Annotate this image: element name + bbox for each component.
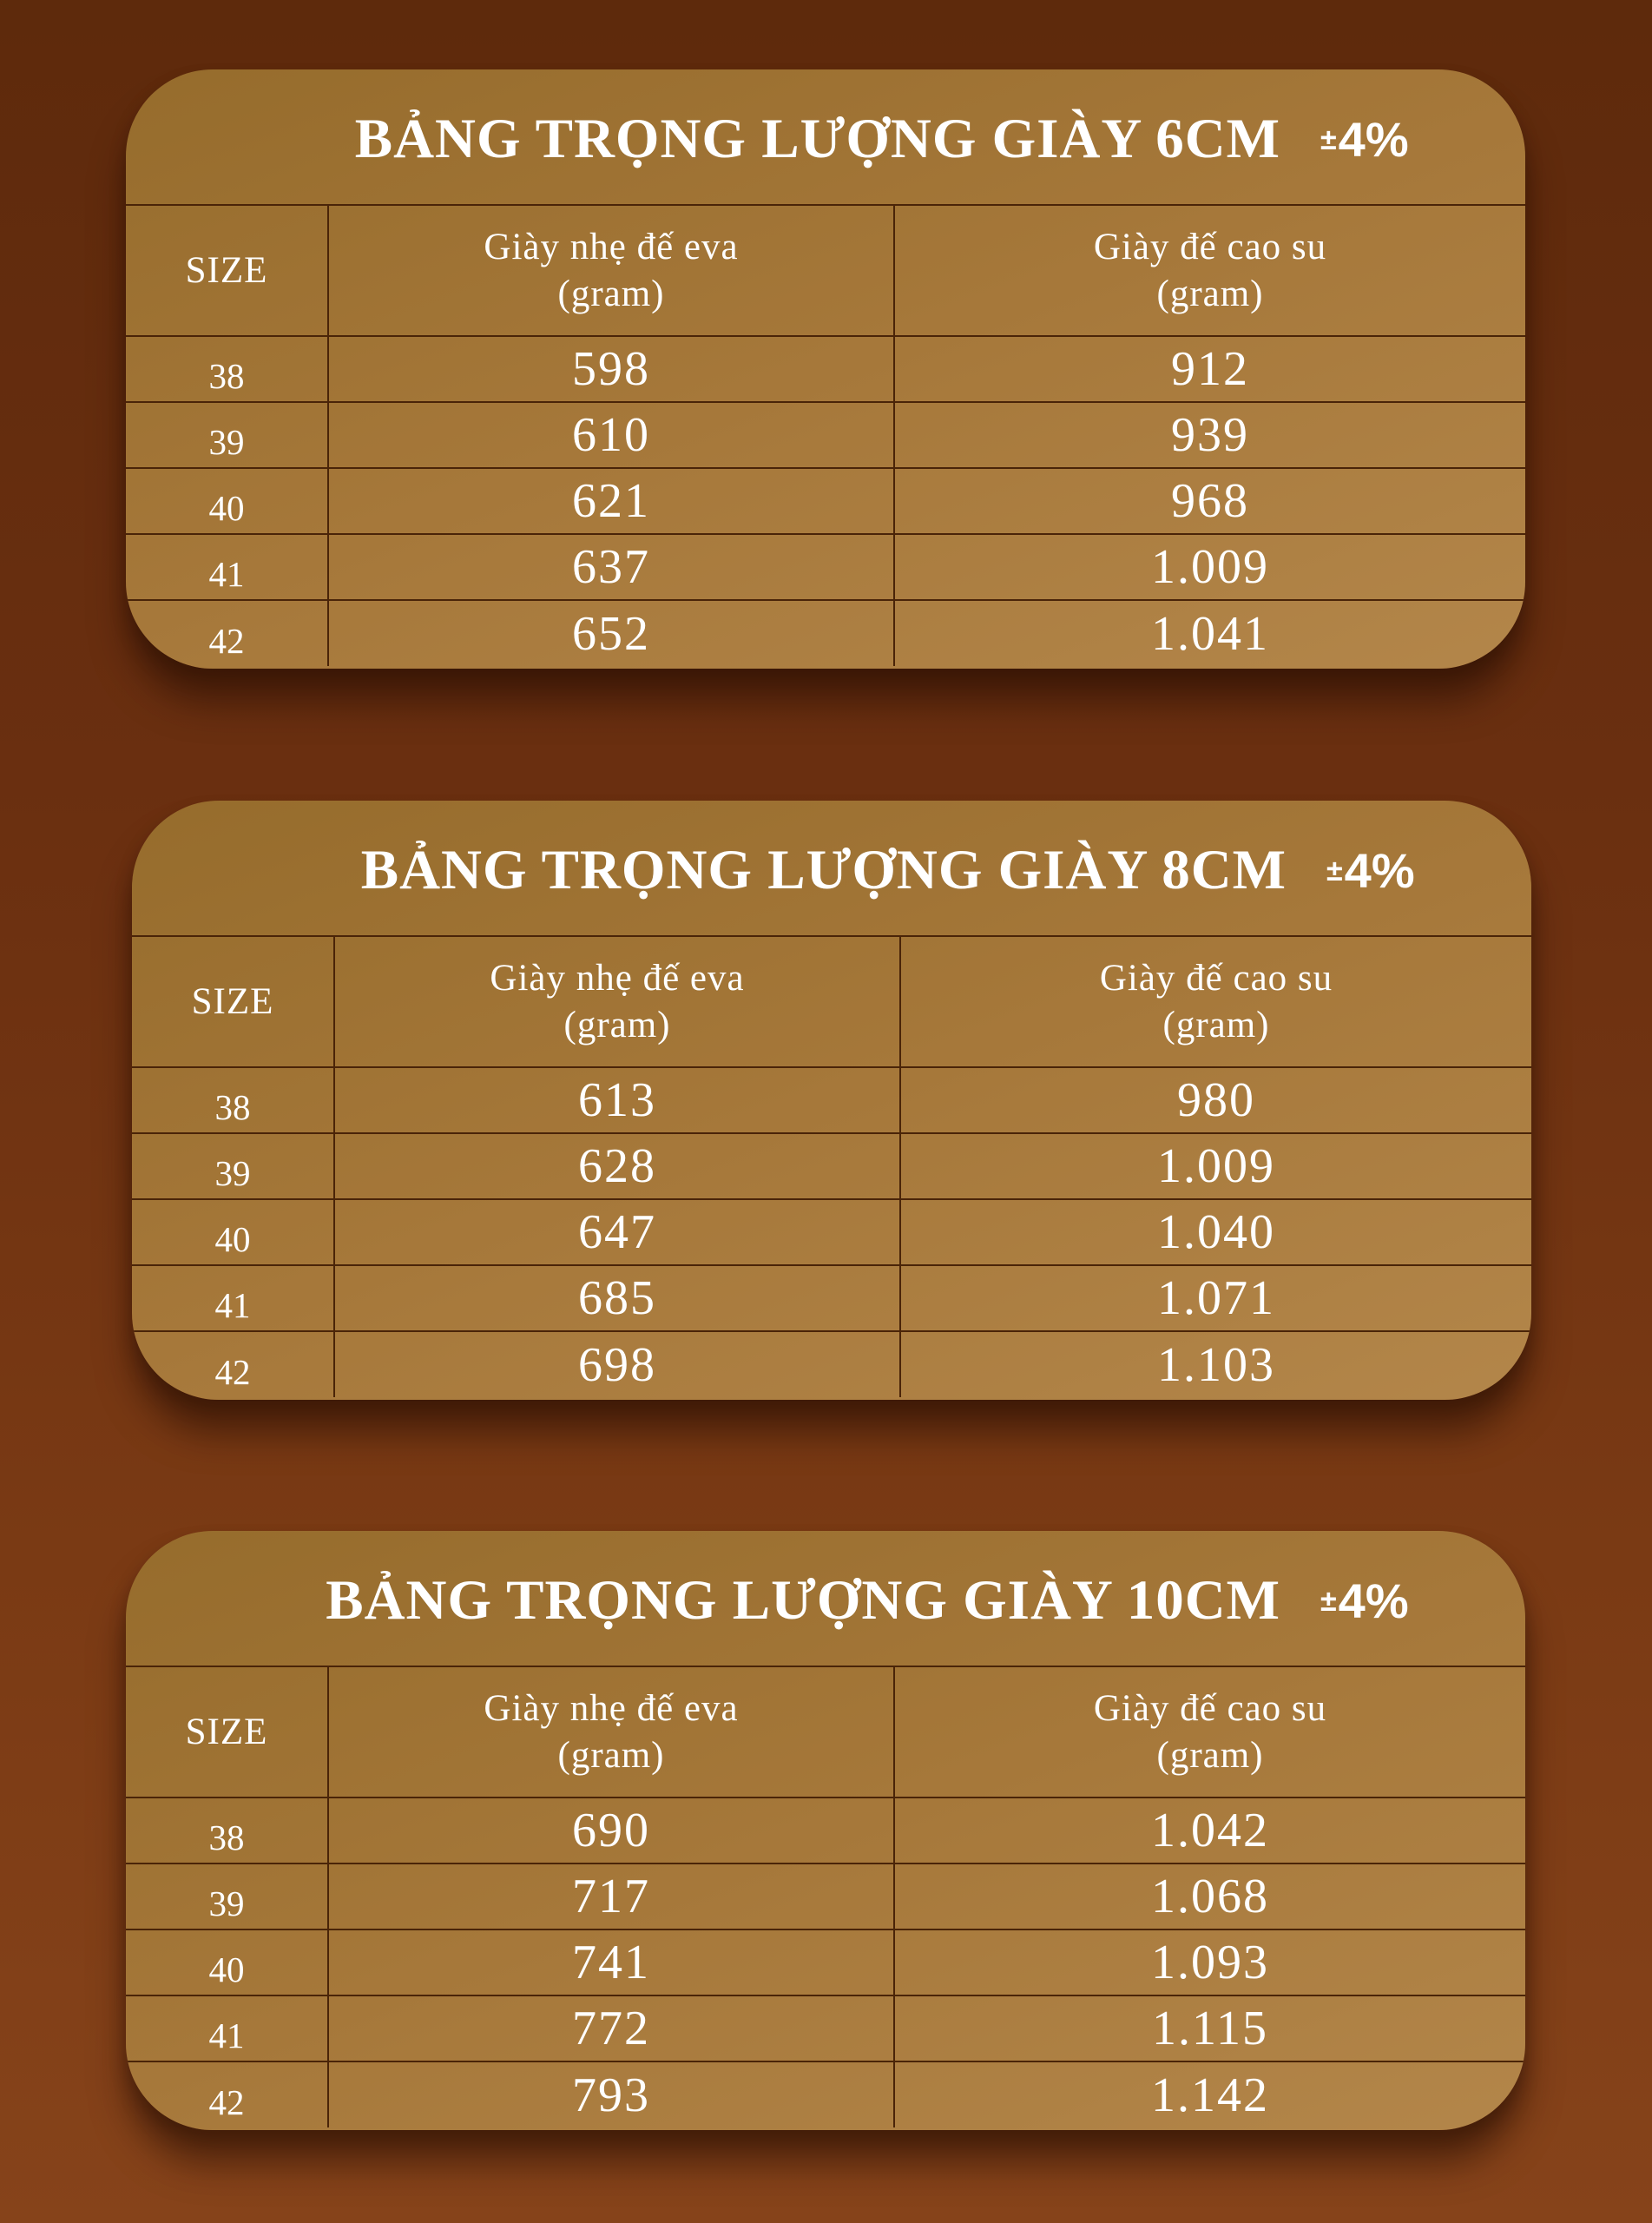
rubber-weight-cell: 968 (894, 468, 1525, 534)
table-header-row (132, 937, 1531, 1067)
table-header-row (126, 206, 1525, 336)
table-row (132, 1133, 1531, 1199)
rubber-weight-cell: 1.115 (894, 1995, 1525, 2061)
table-title-bar (132, 801, 1531, 937)
table-row (126, 1798, 1525, 1863)
size-cell: 38 (208, 356, 245, 396)
size-cell: 42 (214, 1351, 251, 1392)
table-title: BẢNG TRỌNG LƯỢNG GIÀY 8CM (360, 839, 1287, 901)
size-cell: 41 (214, 1285, 251, 1325)
size-cell: 40 (208, 488, 245, 528)
rubber-weight-cell: 1.009 (894, 534, 1525, 600)
header-eva: Giày nhẹ đế eva (gram) (328, 1667, 894, 1798)
tolerance-value: 4% (1344, 843, 1415, 898)
rubber-weight-cell: 912 (894, 336, 1525, 402)
rubber-weight-cell: 1.071 (900, 1265, 1531, 1331)
table-row (126, 402, 1525, 468)
table-row (126, 1929, 1525, 1995)
eva-weight-cell: 717 (328, 1863, 894, 1929)
header-eva: Giày nhẹ đế eva (gram) (334, 937, 900, 1067)
table-row (132, 1199, 1531, 1265)
tolerance-label (1320, 111, 1409, 175)
size-cell: 38 (208, 1817, 245, 1857)
tolerance-value: 4% (1338, 112, 1409, 167)
eva-weight-cell: 690 (328, 1798, 894, 1863)
header-rubber: Giày đế cao su (gram) (894, 206, 1525, 336)
eva-weight-cell: 685 (334, 1265, 900, 1331)
header-size: SIZE (126, 206, 328, 336)
size-cell: 39 (214, 1153, 251, 1193)
eva-weight-cell: 772 (328, 1995, 894, 2061)
table-row (126, 468, 1525, 534)
plus-minus-sign: ± (1320, 1585, 1337, 1618)
table-title: BẢNG TRỌNG LƯỢNG GIÀY 6CM (354, 108, 1280, 170)
eva-weight-cell: 647 (334, 1199, 900, 1265)
plus-minus-sign: ± (1326, 854, 1343, 887)
table-row (126, 2061, 1525, 2127)
size-cell: 41 (208, 2015, 245, 2055)
weight-table (126, 1667, 1525, 2127)
weight-table-8cm (132, 801, 1531, 1400)
weight-table-10cm (126, 1531, 1525, 2130)
size-cell: 42 (208, 2081, 245, 2122)
eva-weight-cell: 610 (328, 402, 894, 468)
rubber-weight-cell: 1.142 (1151, 2068, 1269, 2122)
rubber-weight-cell: 1.040 (900, 1199, 1531, 1265)
eva-weight-cell: 698 (334, 1331, 900, 1397)
header-rubber: Giày đế cao su (gram) (900, 937, 1531, 1067)
table-title-bar (126, 1531, 1525, 1667)
size-cell: 39 (208, 422, 245, 462)
size-cell: 40 (208, 1949, 245, 1989)
table-title-bar (126, 69, 1525, 206)
header-eva: Giày nhẹ đế eva (gram) (328, 206, 894, 336)
rubber-weight-cell: 1.009 (900, 1133, 1531, 1199)
table-row (132, 1331, 1531, 1397)
rubber-weight-cell: 1.041 (1151, 606, 1269, 661)
eva-weight-cell: 598 (328, 336, 894, 402)
header-rubber: Giày đế cao su (gram) (894, 1667, 1525, 1798)
table-row (132, 1265, 1531, 1331)
rubber-weight-cell: 980 (900, 1067, 1531, 1133)
eva-weight-cell: 793 (328, 2061, 894, 2127)
header-size: SIZE (126, 1667, 328, 1798)
eva-weight-cell: 628 (334, 1133, 900, 1199)
size-cell: 38 (214, 1087, 251, 1127)
table-row (126, 600, 1525, 666)
tolerance-label (1326, 842, 1415, 907)
weight-table (126, 206, 1525, 666)
eva-weight-cell: 741 (328, 1929, 894, 1995)
eva-weight-cell: 621 (328, 468, 894, 534)
table-row (126, 1863, 1525, 1929)
header-size: SIZE (132, 937, 334, 1067)
tolerance-label (1320, 1573, 1409, 1637)
size-cell: 40 (214, 1219, 251, 1259)
tolerance-value: 4% (1338, 1573, 1409, 1628)
size-cell: 39 (208, 1883, 245, 1923)
table-title: BẢNG TRỌNG LƯỢNG GIÀY 10CM (326, 1569, 1280, 1632)
table-row (126, 534, 1525, 600)
rubber-weight-cell: 1.093 (894, 1929, 1525, 1995)
eva-weight-cell: 652 (328, 600, 894, 666)
table-header-row (126, 1667, 1525, 1798)
plus-minus-sign: ± (1320, 123, 1337, 156)
table-row (132, 1067, 1531, 1133)
eva-weight-cell: 613 (334, 1067, 900, 1133)
weight-table (132, 937, 1531, 1397)
rubber-weight-cell: 1.103 (1157, 1337, 1275, 1392)
rubber-weight-cell: 1.042 (894, 1798, 1525, 1863)
eva-weight-cell: 637 (328, 534, 894, 600)
size-cell: 42 (208, 620, 245, 661)
rubber-weight-cell: 939 (894, 402, 1525, 468)
table-row (126, 336, 1525, 402)
table-row (126, 1995, 1525, 2061)
size-cell: 41 (208, 554, 245, 594)
weight-table-6cm (126, 69, 1525, 669)
rubber-weight-cell: 1.068 (894, 1863, 1525, 1929)
